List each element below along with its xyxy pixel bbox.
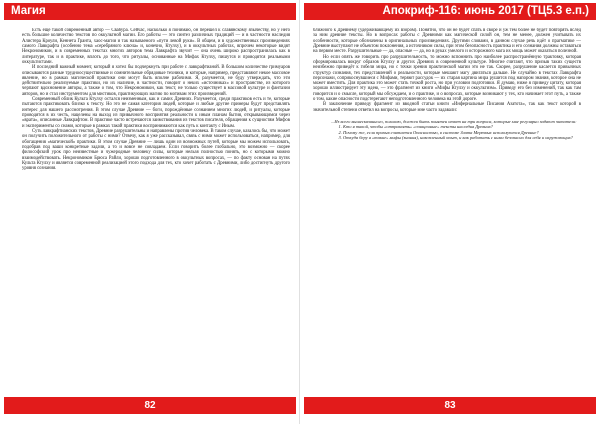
page-gutter [299,0,300,424]
left-page-footer [4,397,296,414]
left-paragraph: И последний важный момент, который я хотел бы подчеркнуть при работе с лавкрафтианой. В большом количестве гримуаров описываются разные трудноосуществимые и сомнительные обрядовые техники, и которые, например, представляют некое массовое явление, но в рамках магической практики они могут быть вполне рабочими. Я, разумеется, не буду утверждать, что эти действительно реализуемые практики, но их наличие, в частности, говорит о неких «источниках» и пространстве, из которого черпают вдохновение авторы, а также о том, что Некрономикон, как текст, не только существует в массовой культуре и фантазии авторов, но и стал инструментом для мистиков, практикующих магию по мотивам этих произведений. [22,65,290,97]
right-paragraph: Но если опять же говорить про разрушительность, то можно вспомнить про наиболее распространённую трактовку, которая сформировалась вокруг образов Ктулху и других Древних в современной культуре. Многие считают, что призыв таких существ неизбежно приведёт к гибели мира, но с точки зрения практической магии это не так. Скорее, разрушение касается привычных структур сознания, тех представлений о реальности, которые мешают магу двигаться дальше. Не случайно в текстах Лавкрафта персонажи, соприкоснувшиеся с Мифами, теряют рассудок — их старая картина мира рушится под напором знания, которое она не может вместить. Для практика это может стать точкой роста, но при условии подготовки. Я думаю, ниже я приведу цитату, которая хорошо иллюстрирует эту идею, — это фрагмент из книги «Мифы Ктулху и оккультизм». Приведу его без изменений, так как там говорится и о смысле, который мы обсуждаем, и о практике, и о вопросах, которые возникают у тех, кто начинает этот путь, а также о том, какие опасности подстерегают неподготовленного человека на этой дороге. [313,54,581,103]
left-paragraph: Суть лавкрафтианских текстов, Древние разрушительны и направлены против человека. В таком случае, казалось бы, что может он получить положительного от работы с ними? Отвечу, как я уже рассказывал, связь с ними может использоваться, например, для обогащения «магической» практики. В этом случае Древние — лишь один из возможных путей, которые мы можем использовать, подобрав под ваши конкретные задачи, а то и вовсе не совладаем. Если говорить более глобально, это возможно — скорее философский урок про неизвестные и чужеродные человеку силы, которые нельзя полностью понять, но с которыми можно взаимодействовать. Некрономикон Брюса Райли, хорошо подготовленного в оккультных вопросах, — по факту основан на путях Культа Ктулху и является современной реализацией этого подхода для тех, кто хочет работать с Древними, либо достигнуть другого уровня сознания. [22,128,290,172]
left-page-text [22,28,290,390]
quote-intro: ...Из всего вышесказанного, полагаю, должен быть понятен ответ на три вопроса, которые мне регулярно задают читатели: [331,119,577,124]
right-page-header [304,3,596,20]
right-header-title: Апокриф-116: июнь 2017 (ТЦ5.3 е.п.) [382,5,589,17]
quote-item: 1. Кто я такой, чтобы «отправлять» «очищенные» тексты наследия Древних? [343,124,581,129]
left-header-title: Магия [11,5,46,17]
left-paragraph: Современный облик Культа Ктулху остался неизменным, как и самих Древних. Разумеется, среди практиков есть и те, которые пытаются практиковать близко к тексту. Но это не самая категория людей, которые и любые другие примеры будут представлять интерес для нашего рассмотрения. В этом случае Древние — боги, порождённые сознанием многих людей, и ритуалы, которые проводятся в их честь, нацелены на выход из привычного восприятия реальности к иным планам бытия, открывающимся через «врата», описанные Лавкрафтом. В практике часто встречаются заимствования из текстов писателя, обращения к сущностям Мифов и эксперименты со снами, которые в рамках такой практики воспринимаются как путь к контакту с Иным. [22,97,290,129]
right-page-number: 83 [444,400,456,411]
right-paragraph: ближного к Древнему (удерживающему их взором). Понятно, что он не будет спать в своре и уж тем более не будет повторять вслед за ним древние тексты. Но в вопросах работы с Древними как магической силой он, тем не менее, должен учитывать их особенности, которые обозначены в оригинальных произведениях. Другими словами, в данном случае речь идёт о прагматике — Древние выступают не объектом поклонения, а источником силы, при этом безопасность практика и его сознания должны оставаться на первом месте. Разрушительные — да, опасные — да, но в руках умелого и осторожного мага их мощь может оказаться полезной. [313,28,581,55]
block-quote [331,119,581,140]
left-page-header [4,3,296,20]
left-paragraph: Есть ещё такой современный автор — Свабура. Сейчас, насколько я понимаю, он перешёл к славянскому язычеству, но у него есть большое количество текстов по оккультной магии. Его работы — это синтез различных традиций — и в частности наследия Алистера Кроули, Кеннета Гранта, хаос-магии и так называемого «пути левой руки». В общем, и в художественных произведениях самого Лавкрафта (особенно тема «серебряного ключа» и, конечно, Ктулху), и в оккультных работах, впрочем некоторые видят Некрономикон, и в современных текстах многих авторов тема Лавкрафта звучит — она очень широко распространилась как в литературе, так и в практике, вплоть до того, что ритуалы, основанные на Мифах Ктулху, пишутся и проводятся реальными оккультистами. [22,28,290,65]
right-page-footer [304,397,596,414]
right-paragraph: В заключение приведу фрагмент из вводной статьи книги «Инфернальные Писания Азатота», так как текст которой в значительной степени ответил на вопросы, которые мне часто задавали: [313,102,581,113]
quote-item: 3. Откуда беру я «такие» мифы (знания), накопленный опыт, и как работать с ними безопасно для себя и окружающих? [343,135,581,140]
right-page-text [313,28,581,390]
quote-list [331,124,581,140]
left-page-number: 82 [144,400,156,411]
quote-item: 2. Почему же, если призыв считается Опасностью, в системе Злата Мертвых используются Древние? [343,130,581,135]
